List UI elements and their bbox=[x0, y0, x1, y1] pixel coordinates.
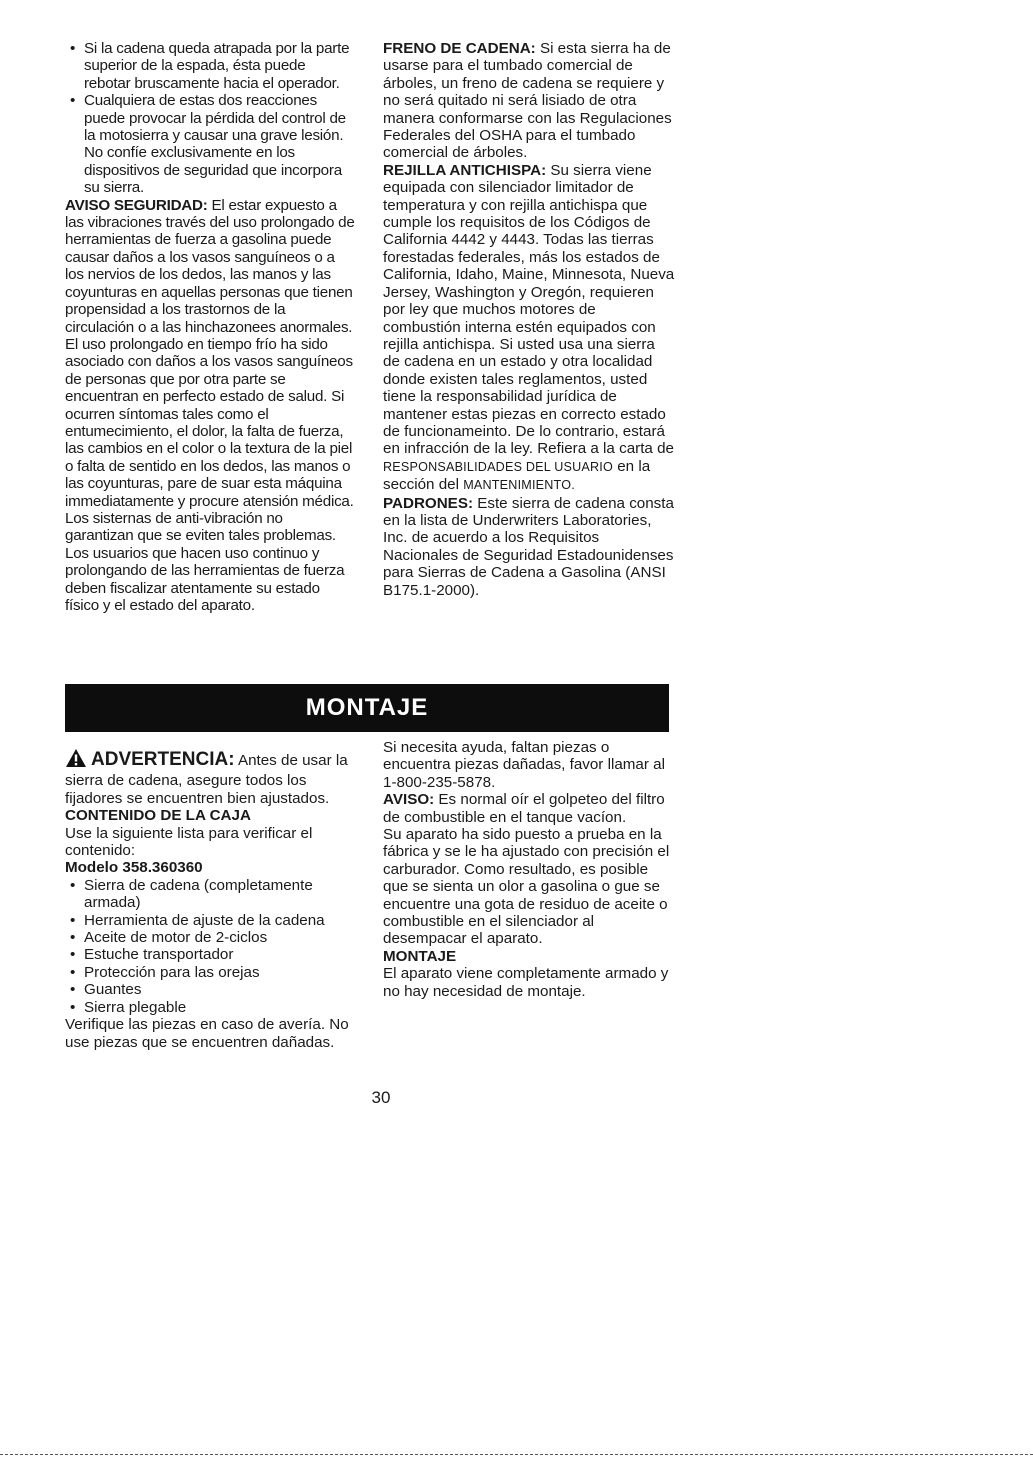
list-item: • Protección para las orejas bbox=[65, 964, 357, 981]
list-item: • Herramienta de ajuste de la cadena bbox=[65, 912, 357, 929]
spark-arrestor-label: REJILLA ANTICHISPA: bbox=[383, 161, 547, 179]
safety-notice-text: El estar expuesto a las vibraciones través del uso prolongado de herramientas de fuerza a gasolina puede causar daños a los vasos sanguíneos o a los nervios de los dedos, las manos y las coyunturas en aquellas personas que tienen propensidad a los trastornos de la circulación o a las hinchazonees anormales. El uso prolongado en tiempo frío ha sido asociado con daños a los vasos sanguíneos de personas que por otra parte se encuentran en perfecto estado de salud. Si ocurren síntomas tales como el entumecimiento, el dolor, la falta de fuerza, las cambios en el color o la textura de la piel o falta de sentido en los dedos, las manos o las coyunturas, pare de suar esta máquina immediatamente y procure atensión médica. Los sisternas de anti-vibración no garantizan que se eviten tales problemas. Los usuarios que hacen uso continuo y prolongando de las herramientas de fuerza deben fiscalizar atentamente su estado físico y el estado del aparato. bbox=[65, 196, 355, 614]
factory-test-paragraph: Su aparato ha sido puesto a prueba en la fábrica y se le ha ajustado con precisión el carburador. Como resultado, es posible que se sienta un olor a gasolina o gue se encuentre una gota de residuo de aceite o combustible en el silenciador al desempacar el aparato. bbox=[383, 826, 670, 948]
list-item: • Sierra plegable bbox=[65, 999, 357, 1016]
bottom-divider bbox=[0, 1454, 1033, 1455]
safety-notice-paragraph bbox=[65, 197, 355, 615]
list-item: • Guantes bbox=[65, 981, 357, 998]
chain-brake-text: Si esta sierra ha de usarse para el tumbado comercial de árboles, un freno de cadena se requiere y no será quitado ni será lisiado de otra manera conformarse con las Regulaciones Federales del OSHA para el tumbado comercial de árboles. bbox=[383, 40, 672, 162]
right-bottom-column bbox=[383, 739, 675, 1000]
warning-text: Antes de usar la sierra de cadena, asegure todos los fijadores se encuentren bien ajustados. bbox=[65, 752, 348, 807]
maintenance-ref: MANTENIMIENTO. bbox=[463, 478, 575, 493]
help-paragraph: Si necesita ayuda, faltan piezas o encuentra piezas dañadas, favor llamar al 1-800-235-5878. bbox=[383, 739, 665, 791]
spark-arrestor-mid: en la sección del bbox=[383, 457, 651, 494]
standards-label: PADRONES: bbox=[383, 494, 474, 512]
kickback-bullet-list bbox=[65, 40, 355, 197]
page-number: 30 bbox=[371, 1088, 391, 1107]
list-item: • Sierra de cadena (completamente armada) bbox=[65, 877, 357, 912]
user-responsibilities-ref: RESPONSABILIDADES DEL USUARIO bbox=[383, 459, 613, 474]
fuel-filter-text: Es normal oír el golpeteo del filtro de combustible en el tanque vacíon. bbox=[383, 791, 665, 826]
assembly-text: El aparato viene completamente armado y no hay necesidad de montaje. bbox=[383, 965, 669, 1000]
contents-list bbox=[65, 877, 357, 1016]
chain-brake-label: FRENO DE CADENA: bbox=[383, 40, 536, 57]
section-title-bar: MONTAJE bbox=[65, 684, 669, 732]
spark-arrestor-paragraph bbox=[383, 162, 675, 495]
left-bottom-column bbox=[65, 748, 357, 1051]
right-top-column bbox=[383, 40, 675, 599]
safety-notice-label: AVISO SEGURIDAD: bbox=[65, 196, 208, 214]
warning-triangle-icon bbox=[65, 748, 87, 772]
warning-paragraph bbox=[65, 748, 357, 807]
standards-paragraph bbox=[383, 495, 675, 599]
list-item: • Aceite de motor de 2-ciclos bbox=[65, 929, 357, 946]
fuel-filter-label: AVISO: bbox=[383, 791, 435, 809]
box-contents-intro: Use la siguiente lista para verificar el contenido: bbox=[65, 824, 313, 860]
list-item: • Estuche transportador bbox=[65, 946, 357, 963]
warning-label: ADVERTENCIA: bbox=[91, 749, 235, 770]
spark-arrestor-text: Su sierra viene equipada con silenciador limitador de temperatura y con rejilla antichispa que cumple los requisitos de los Códigos de California 4442 y 4443. Todas las tierras forestadas federales, más los estados de California, Idaho, Maine, Minnesota, Nueva Jersey, Washington y Oregón, requieren por ley que muchos motores de combustión interna estén equipados con rejilla antichispa. Si usted usa una sierra de cadena en un estado y otra localidad donde existen tales reglamentos, usted tiene la responsabilidad jurídica de mantener estas piezas en correcto estado de funcionameinto. De lo contrario, estará en infracción de la ley. Refiera a la carta de bbox=[383, 161, 675, 458]
assembly-heading: MONTAJE bbox=[383, 947, 457, 965]
chain-brake-paragraph bbox=[383, 40, 675, 162]
bullet-item: • Si la cadena queda atrapada por la parte superior de la espada, ésta puede rebotar bruscamente hacia el operador. bbox=[65, 40, 355, 92]
standards-text: Este sierra de cadena consta en la lista de Underwriters Laboratories, Inc. de acuerdo a los Requisitos Nacionales de Seguridad Estadounidenses para Sierras de Cadena a Gasolina (ANSI B175.1-2000). bbox=[383, 494, 674, 599]
bullet-item: • Cualquiera de estas dos reacciones puede provocar la pérdida del control de la motosierra y causar una grave lesión. No confíe exclusivamente en los dispositivos de seguridad que incorpora su sierra. bbox=[65, 92, 355, 196]
left-top-column bbox=[65, 40, 355, 614]
inspection-note: Verifique las piezas en caso de avería. No use piezas que se encuentren dañadas. bbox=[65, 1016, 349, 1051]
model-number: Modelo 358.360360 bbox=[65, 859, 203, 877]
box-contents-heading: CONTENIDO DE LA CAJA bbox=[65, 807, 251, 825]
fuel-filter-notice bbox=[383, 791, 675, 826]
